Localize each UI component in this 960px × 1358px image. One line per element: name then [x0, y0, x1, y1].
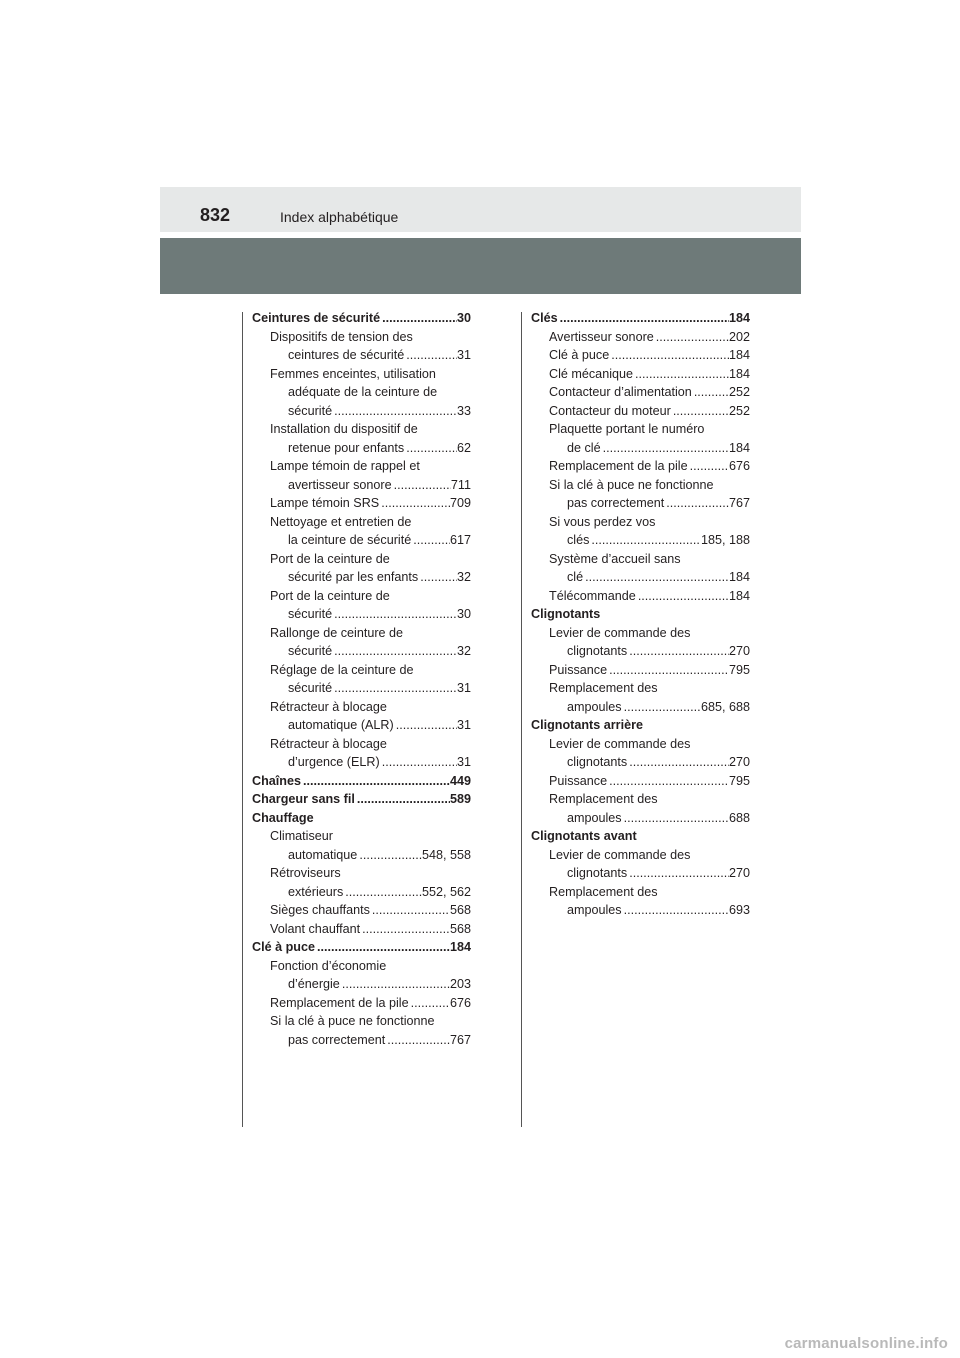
index-subentry-line: Femmes enceintes, utilisation [270, 366, 436, 381]
index-subentry-line: Levier de commande des [549, 847, 691, 862]
index-entry [252, 883, 471, 902]
index-entry-page: 709 [449, 496, 471, 510]
index-entry [531, 531, 750, 550]
index-subentry-line: Réglage de la ceinture de [270, 662, 414, 677]
index-entry-text: Puissance [549, 773, 608, 788]
index-column-right [531, 309, 750, 920]
index-subentry-line: Levier de commande des [549, 625, 691, 640]
index-entry-text: Clé à puce [549, 348, 610, 362]
index-entry-page: 62 [456, 440, 471, 455]
index-subentry-line: Lampe témoin de rappel et [270, 459, 420, 473]
dot-leader [627, 642, 729, 661]
index-entry-text: avertisseur sonore [288, 477, 392, 492]
dot-leader [370, 901, 450, 920]
dot-leader [627, 753, 729, 772]
index-entry [531, 698, 750, 717]
index-entry [531, 383, 750, 402]
index-entry-text: clignotants [567, 644, 628, 658]
dot-leader [340, 975, 450, 994]
watermark: carmanualsonline.info [784, 1335, 948, 1352]
index-subentry-line: Si la clé à puce ne fonctionne [549, 477, 714, 492]
index-entry [531, 457, 750, 476]
index-entry [252, 716, 471, 735]
index-entry [531, 772, 750, 791]
index-entry [252, 975, 471, 994]
dot-leader [636, 587, 729, 606]
index-entry [252, 753, 471, 772]
index-entry-text: Clé à puce [252, 940, 315, 954]
index-entry-page: 184 [728, 570, 750, 584]
index-entry-page: 33 [456, 403, 471, 418]
index-subentry-line: Rétracteur à blocage [270, 736, 387, 751]
index-entry [252, 531, 471, 550]
index-entry-text: pas correctement [567, 496, 665, 510]
index-entry-page: 795 [728, 773, 750, 788]
index-entry-page: 568 [449, 921, 471, 936]
index-entry-page: 449 [449, 773, 471, 788]
dot-leader [692, 383, 729, 402]
dot-leader [688, 457, 729, 476]
index-entry-page: 203 [449, 977, 471, 991]
index-entry-text: ceintures de sécurité [288, 348, 405, 362]
index-entry-text: pas correctement [288, 1032, 386, 1047]
index-entry-text: automatique [288, 847, 358, 862]
dot-leader [332, 605, 457, 624]
index-entry-page: 270 [728, 644, 750, 658]
dot-leader [601, 439, 729, 458]
index-entry-text: Volant chauffant [270, 921, 361, 936]
index-entry [531, 642, 750, 661]
index-entry-page: 552, 562 [421, 884, 471, 899]
index-entry-page: 184 [728, 440, 750, 455]
index-entry [252, 642, 471, 661]
dot-leader [355, 790, 450, 809]
index-entry-page: 568 [449, 903, 471, 917]
index-entry [252, 901, 471, 920]
dot-leader [627, 864, 729, 883]
index-subentry-line: Si vous perdez vos [549, 514, 656, 529]
dot-leader [332, 679, 457, 698]
page-number: 832 [200, 205, 231, 225]
index-entry [252, 476, 471, 495]
center-column-rule [521, 312, 522, 1127]
index-entry-page: 685, 688 [700, 699, 750, 714]
dot-leader [664, 494, 729, 513]
index-subentry-line: Port de la ceinture de [270, 551, 390, 566]
index-entry [252, 679, 471, 698]
index-entry-page: 31 [456, 755, 471, 769]
index-column-left [252, 309, 471, 1049]
dot-leader [622, 809, 729, 828]
index-entry [531, 346, 750, 365]
dot-leader [607, 661, 729, 680]
index-entry-text: Sièges chauffants [270, 903, 370, 917]
index-entry [252, 402, 471, 421]
index-entry-page: 676 [728, 459, 750, 473]
dot-leader [380, 753, 457, 772]
index-entry-text: d’énergie [288, 977, 340, 991]
index-subentry-line: Rétracteur à blocage [270, 699, 387, 714]
index-entry [252, 568, 471, 587]
dot-leader [343, 883, 422, 902]
index-heading: Clignotants arrière [531, 718, 643, 732]
index-entry-text: clés [567, 533, 590, 547]
dot-leader [301, 772, 450, 791]
dot-leader [607, 772, 729, 791]
dot-leader [360, 920, 450, 939]
index-subentry-line: Nettoyage et entretien de [270, 514, 412, 529]
index-entry-page: 31 [456, 681, 471, 695]
dot-leader [380, 309, 457, 328]
index-entry-text: clignotants [567, 866, 628, 880]
index-subentry-line: Remplacement des [549, 792, 658, 806]
section-title: Index alphabétique [280, 209, 399, 225]
index-entry-text: clignotants [567, 755, 628, 769]
index-entry-page: 30 [456, 311, 471, 325]
index-entry [531, 661, 750, 680]
dot-leader [404, 439, 457, 458]
index-entry-text: sécurité [288, 607, 333, 621]
dot-leader [671, 402, 729, 421]
dot-leader [332, 642, 457, 661]
index-subentry-line: Installation du dispositif de [270, 422, 418, 436]
index-entry [252, 605, 471, 624]
index-subentry-line: Levier de commande des [549, 736, 691, 751]
dot-leader [609, 346, 729, 365]
index-entry-page: 30 [456, 607, 471, 621]
index-entry-text: Avertisseur sonore [549, 329, 654, 344]
index-entry [531, 365, 750, 384]
dot-leader [589, 531, 701, 550]
index-entry [252, 846, 471, 865]
index-entry [252, 920, 471, 939]
index-subentry-line: Remplacement des [549, 884, 658, 899]
index-entry-text: Remplacement de la pile [549, 459, 688, 473]
index-entry-text: sécurité [288, 403, 333, 418]
index-entry [252, 439, 471, 458]
dot-leader [379, 494, 450, 513]
dot-leader [394, 716, 457, 735]
dot-leader [411, 531, 450, 550]
index-entry-page: 270 [728, 755, 750, 769]
left-column-rule [242, 312, 243, 1127]
dot-leader [418, 568, 457, 587]
index-entry [531, 568, 750, 587]
index-entry-page: 711 [450, 477, 471, 492]
index-entry-text: sécurité [288, 644, 333, 658]
index-entry [531, 309, 750, 328]
index-entry-page: 32 [456, 570, 471, 584]
index-entry-text: Contacteur du moteur [549, 403, 671, 418]
dot-leader [622, 698, 701, 717]
index-entry-text: Chaînes [252, 773, 301, 788]
index-entry-text: Clés [531, 311, 558, 325]
index-entry-page: 676 [449, 995, 471, 1010]
index-entry-text: Ceintures de sécurité [252, 311, 381, 325]
index-entry-text: d’urgence (ELR) [288, 755, 380, 769]
index-entry-text: sécurité [288, 681, 333, 695]
index-entry [531, 901, 750, 920]
dot-leader [404, 346, 457, 365]
index-entry-page: 270 [728, 866, 750, 880]
index-subentry-line: Remplacement des [549, 681, 658, 695]
index-subentry-line: Dispositifs de tension des [270, 329, 413, 344]
index-entry-text: Télécommande [549, 588, 636, 603]
index-entry-text: Contacteur d’alimentation [549, 385, 692, 399]
dot-leader [633, 365, 729, 384]
index-entry [531, 439, 750, 458]
index-entry-page: 693 [728, 903, 750, 917]
index-heading: Clignotants [531, 607, 601, 621]
index-entry-page: 32 [456, 644, 471, 658]
index-entry-text: retenue pour enfants [288, 440, 405, 455]
index-subentry-line: Rétroviseurs [270, 866, 341, 880]
index-entry-page: 202 [728, 329, 750, 344]
index-entry [252, 1031, 471, 1050]
index-entry-text: ampoules [567, 699, 622, 714]
index-entry [531, 864, 750, 883]
index-entry-page: 184 [728, 348, 750, 362]
index-entry-text: sécurité par les enfants [288, 570, 419, 584]
index-entry [252, 938, 471, 957]
index-entry [531, 494, 750, 513]
index-entry-page: 31 [456, 348, 471, 362]
index-entry [531, 753, 750, 772]
section-tab-band [160, 238, 801, 294]
dot-leader [332, 402, 457, 421]
index-entry [252, 772, 471, 791]
index-entry [531, 328, 750, 347]
index-entry-page: 548, 558 [421, 847, 471, 862]
index-subentry-line: Port de la ceinture de [270, 588, 390, 603]
index-heading: Chauffage [252, 810, 314, 825]
header-band [160, 187, 801, 232]
index-entry-page: 252 [728, 385, 750, 399]
index-entry-text: Remplacement de la pile [270, 995, 409, 1010]
index-entry-text: Chargeur sans fil [252, 792, 355, 806]
index-entry-page: 767 [728, 496, 750, 510]
index-entry-page: 184 [728, 366, 750, 381]
index-entry-text: la ceinture de sécurité [288, 533, 412, 547]
index-entry-text: automatique (ALR) [288, 718, 394, 732]
index-entry-page: 184 [728, 588, 750, 603]
dot-leader [654, 328, 729, 347]
index-entry-page: 184 [449, 940, 471, 954]
index-subentry-line: Climatiseur [270, 829, 333, 843]
index-subentry-line: Système d’accueil sans [549, 551, 681, 566]
index-entry-text: ampoules [567, 810, 622, 825]
index-entry-text: de clé [567, 440, 601, 455]
index-entry-text: extérieurs [288, 884, 344, 899]
dot-leader [409, 994, 450, 1013]
index-entry [531, 402, 750, 421]
index-entry-page: 589 [449, 792, 471, 806]
index-entry-text: Lampe témoin SRS [270, 496, 380, 510]
index-entry-page: 184 [728, 311, 750, 325]
index-entry-text: ampoules [567, 903, 622, 917]
index-entry-text: Clé mécanique [549, 366, 634, 381]
dot-leader [385, 1031, 450, 1050]
index-entry-page: 252 [728, 403, 750, 418]
index-subentry-line: Fonction d’économie [270, 958, 387, 973]
index-entry-text: Puissance [549, 662, 608, 677]
index-entry [252, 494, 471, 513]
dot-leader [558, 309, 729, 328]
index-entry-page: 31 [456, 718, 471, 732]
dot-leader [315, 938, 450, 957]
index-subentry-line: Si la clé à puce ne fonctionne [270, 1014, 435, 1028]
index-heading: Clignotants avant [531, 829, 637, 843]
dot-leader [583, 568, 729, 587]
index-entry-text: clé [567, 570, 584, 584]
index-entry-page: 795 [728, 662, 750, 677]
index-entry [252, 790, 471, 809]
index-entry [252, 309, 471, 328]
index-entry [252, 346, 471, 365]
dot-leader [357, 846, 422, 865]
index-entry-page: 617 [449, 533, 471, 547]
index-subentry-line: Plaquette portant le numéro [549, 422, 705, 436]
index-subentry-line: adéquate de la ceinture de [288, 385, 438, 399]
dot-leader [622, 901, 729, 920]
index-entry [252, 994, 471, 1013]
index-entry [531, 809, 750, 828]
index-entry-page: 688 [728, 810, 750, 825]
index-entry-page: 767 [449, 1032, 471, 1047]
index-entry-page: 185, 188 [700, 533, 750, 547]
index-entry [531, 587, 750, 606]
dot-leader [392, 476, 451, 495]
index-subentry-line: Rallonge de ceinture de [270, 625, 404, 640]
